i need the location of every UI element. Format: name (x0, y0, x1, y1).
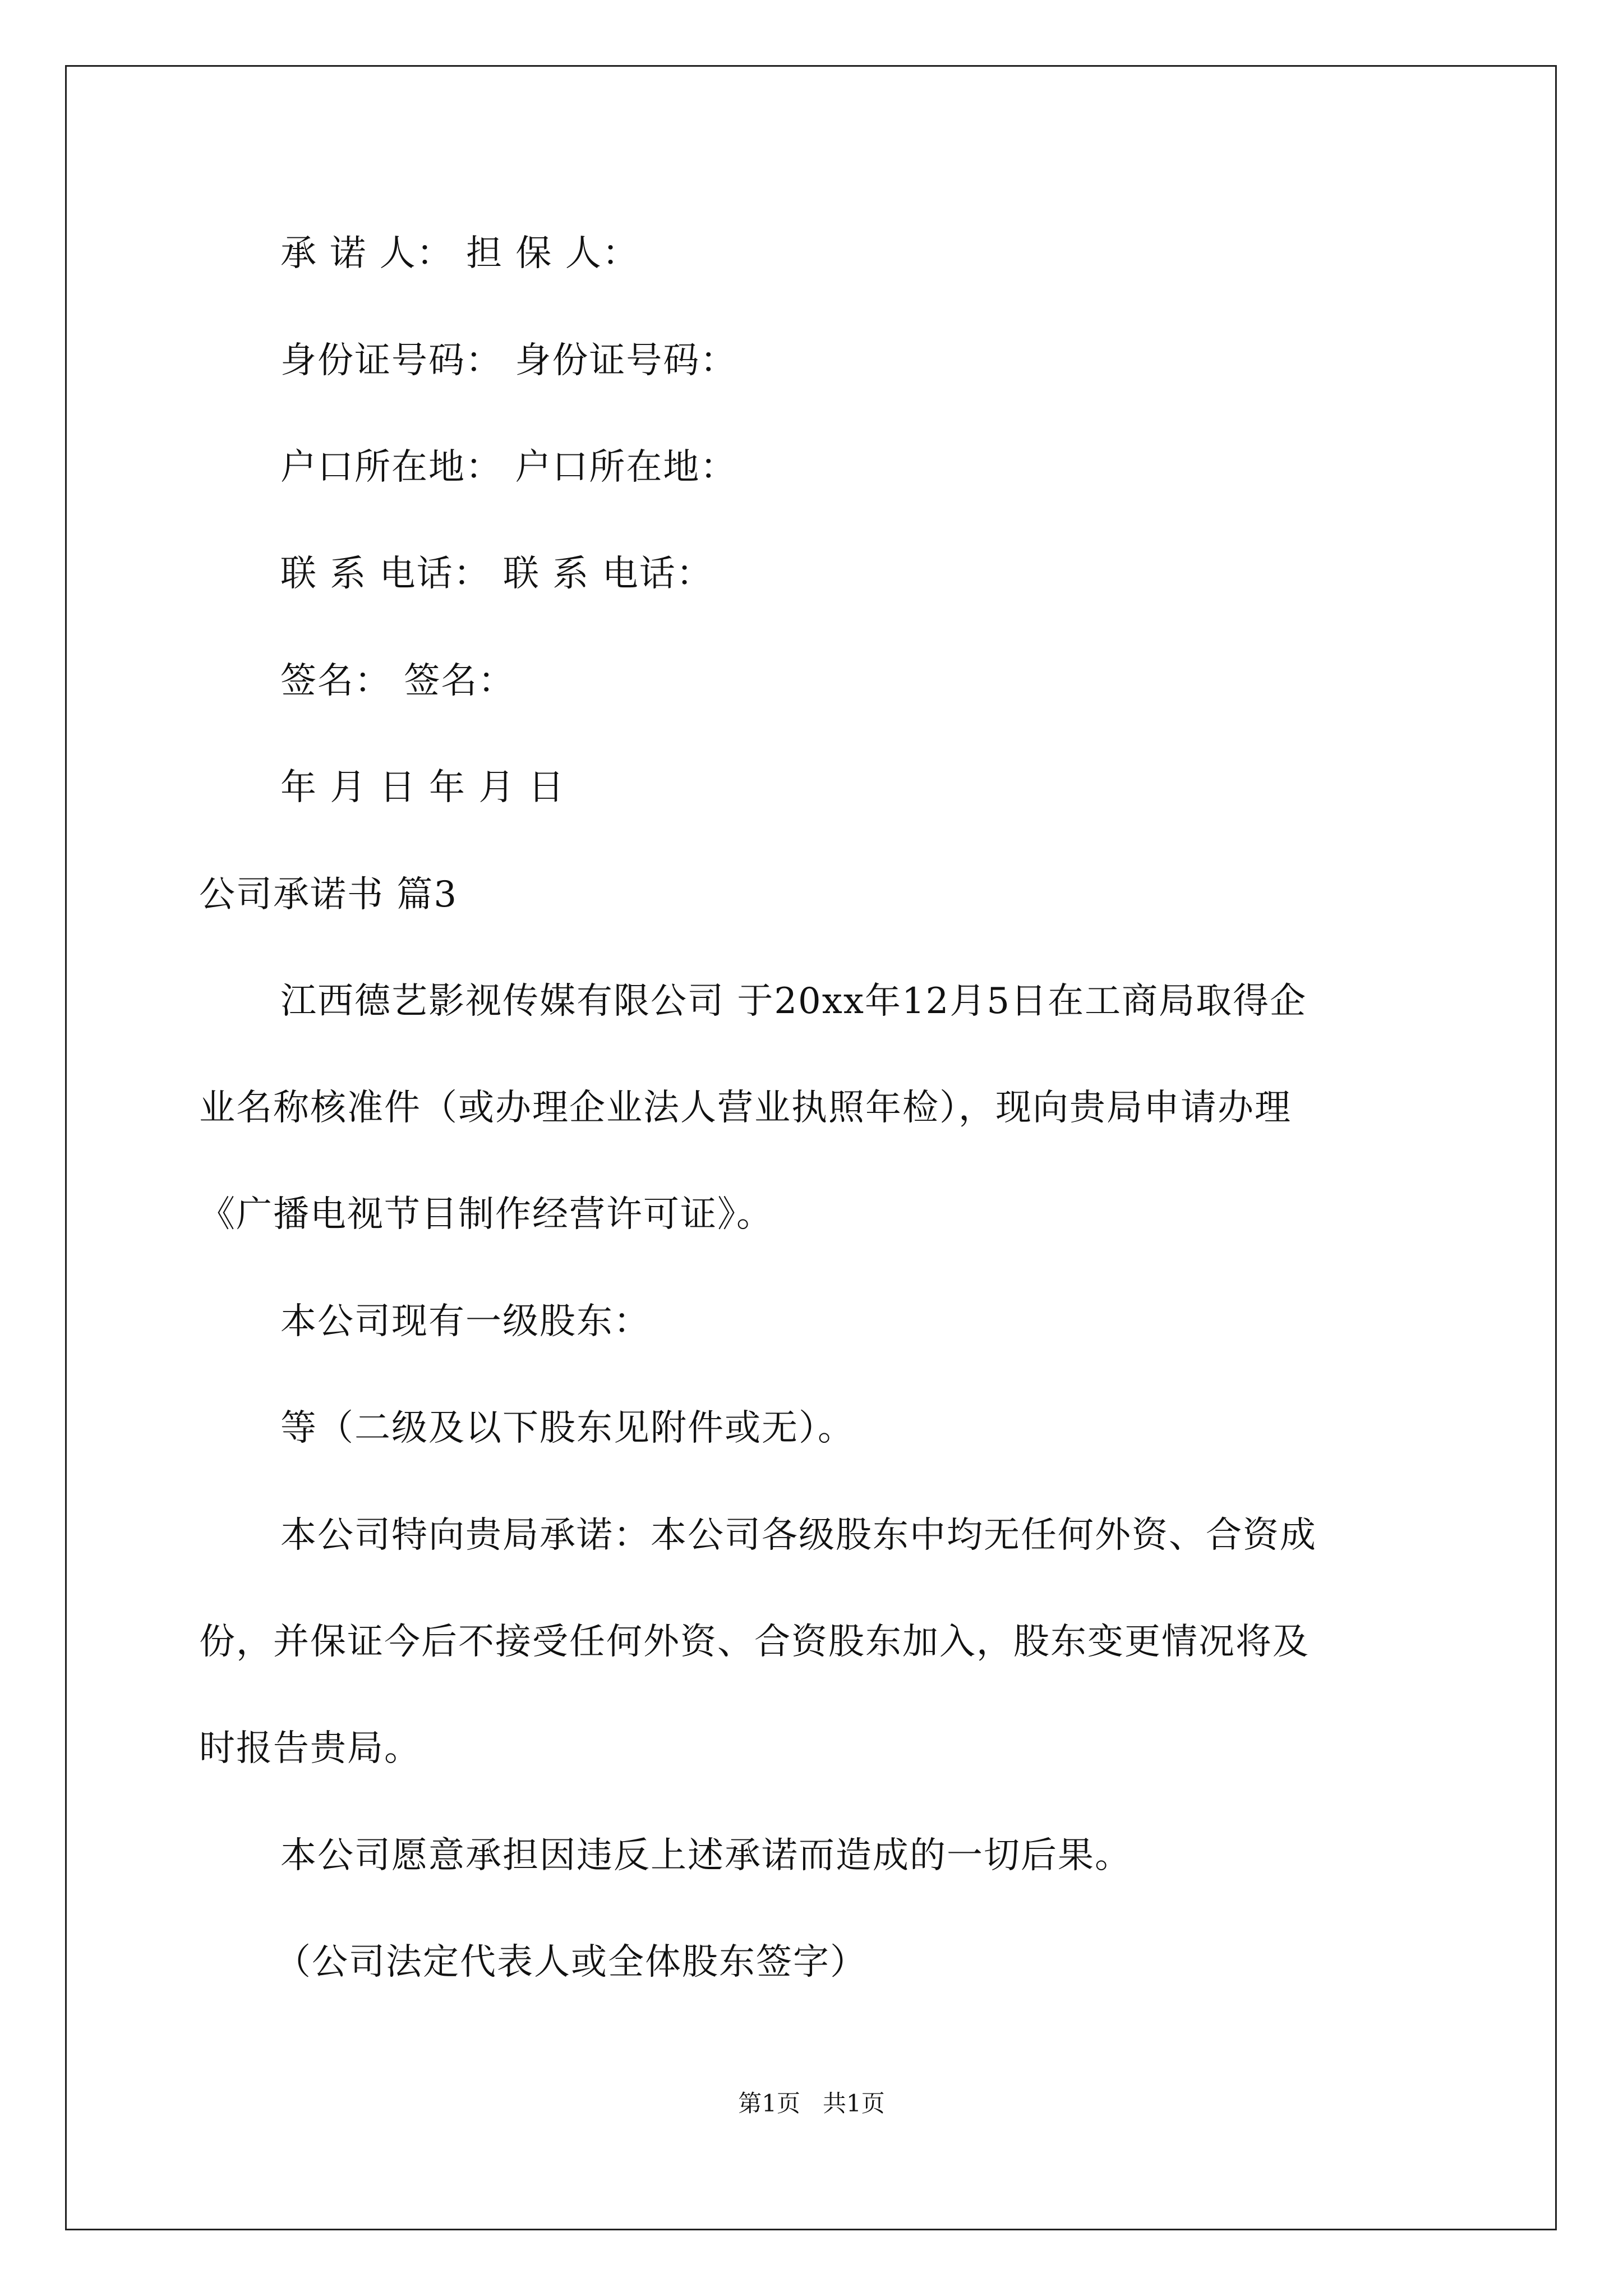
phone-line: 联 系 电话： 联 系 电话： (280, 553, 713, 595)
paragraph-line: 等（二级及以下股东见附件或无）。 (280, 1407, 855, 1449)
paragraph-line: 江西德艺影视传媒有限公司 于20xx年12月5日在工商局取得企 (280, 981, 1307, 1022)
promisor-guarantor-line: 承 诺 人： 担 保 人： (280, 233, 639, 274)
paragraph-line: 业名称核准件（或办理企业法人营业执照年检），现向贵局申请办理 (199, 1087, 1292, 1129)
date-line: 年 月 日 年 月 日 (280, 767, 565, 808)
page-number: 第1页 共1页 (738, 2090, 885, 2117)
signature-line: 签名： 签名： (280, 660, 515, 702)
paragraph-line: 《广播电视节目制作经营许可证》。 (199, 1194, 773, 1235)
paragraph-line: 本公司特向贵局承诺：本公司各级股东中均无任何外资、合资成 (280, 1515, 1317, 1556)
page-border (65, 65, 1557, 2230)
household-line: 户口所在地： 户口所在地： (280, 447, 737, 488)
paragraph-line: 份，并保证今后不接受任何外资、合资股东加入，股东变更情况将及 (199, 1621, 1310, 1663)
paragraph-line: 时报告贵局。 (199, 1728, 421, 1769)
paragraph-line: 本公司现有一级股东： (280, 1301, 651, 1342)
section-title: 公司承诺书 篇3 (199, 874, 458, 915)
id-number-line: 身份证号码： 身份证号码： (280, 340, 737, 381)
paragraph-line: （公司法定代表人或全体股东签字） (275, 1941, 867, 1983)
paragraph-line: 本公司愿意承担因违反上述承诺而造成的一切后果。 (280, 1835, 1132, 1876)
